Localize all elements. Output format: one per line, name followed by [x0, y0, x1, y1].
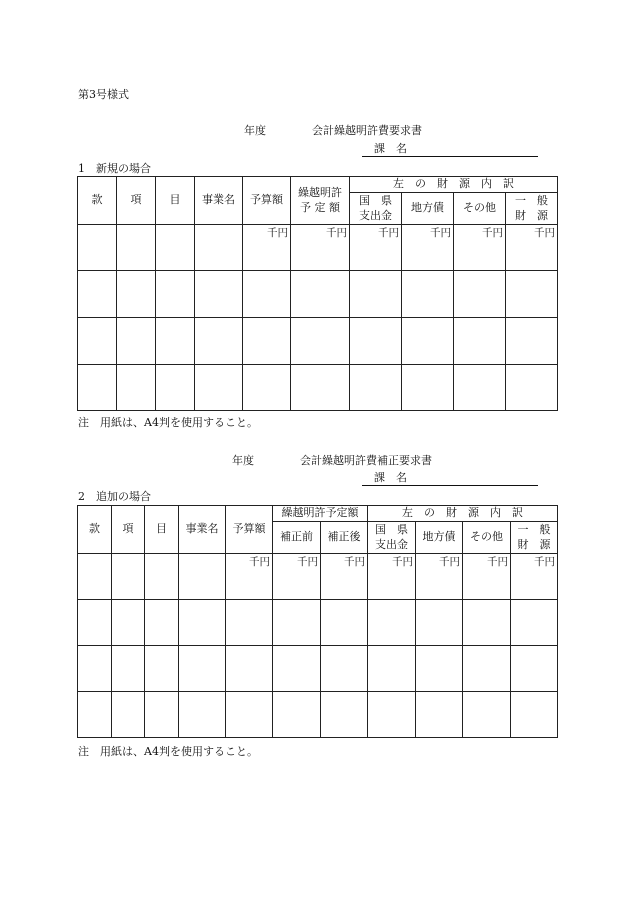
header-funding-breakdown: 左 の 財 源 内 訳	[350, 177, 558, 193]
form1-year-label: 年度	[244, 124, 266, 137]
header-carryover: 繰越明許予定額	[273, 506, 368, 522]
header-general-funds-line1: 一 般	[517, 522, 551, 536]
form1-table	[77, 176, 558, 411]
header-other: その他	[454, 193, 506, 225]
header-after-revision: 補正後	[321, 522, 368, 554]
header-moku: 目	[156, 177, 195, 225]
header-kan: 款	[78, 177, 117, 225]
header-before-revision: 補正前	[273, 522, 321, 554]
table-row	[78, 318, 558, 365]
header-general-funds-line1: 一 般	[515, 193, 548, 207]
unit-label: 千円	[463, 554, 511, 600]
header-kan: 款	[78, 506, 112, 554]
header-local-bond: 地方債	[416, 522, 463, 554]
form1-dept-label: 課 名	[362, 140, 538, 157]
header-national-pref	[368, 522, 416, 554]
unit-label: 千円	[511, 554, 558, 600]
form2-note: 注 用紙は、A4判を使用すること。	[78, 745, 258, 758]
unit-label: 千円	[506, 225, 558, 271]
table-row	[78, 271, 558, 318]
header-project-name: 事業名	[179, 506, 226, 554]
header-general-funds	[511, 522, 558, 554]
table-row	[78, 554, 558, 600]
header-carryover-line1: 繰越明許	[298, 185, 342, 199]
header-general-funds-line2: 財 源	[515, 208, 548, 222]
form2-section-label: 2 追加の場合	[78, 490, 151, 503]
form2-dept-label: 課 名	[362, 469, 538, 486]
form1-section-label: 1 新規の場合	[78, 162, 151, 175]
table-row	[78, 692, 558, 738]
header-national-pref-line1: 国 県	[375, 522, 408, 536]
form1-title: 会計繰越明許費要求書	[312, 124, 422, 137]
unit-label: 千円	[416, 554, 463, 600]
header-funding-breakdown: 左 の 財 源 内 訳	[368, 506, 558, 522]
unit-label: 千円	[321, 554, 368, 600]
header-budget: 予算額	[243, 177, 291, 225]
header-carryover	[291, 177, 350, 225]
header-general-funds-line2: 財 源	[517, 537, 551, 551]
unit-label: 千円	[368, 554, 416, 600]
unit-label: 千円	[273, 554, 321, 600]
unit-label: 千円	[454, 225, 506, 271]
form1-dept	[362, 140, 538, 157]
header-national-pref	[350, 193, 402, 225]
unit-label: 千円	[350, 225, 402, 271]
unit-label: 千円	[226, 554, 273, 600]
form1-note: 注 用紙は、A4判を使用すること。	[78, 416, 258, 429]
header-general-funds	[506, 193, 558, 225]
unit-label: 千円	[243, 225, 291, 271]
form2-title: 会計繰越明許費補正要求書	[300, 454, 432, 467]
unit-label: 千円	[291, 225, 350, 271]
header-kou: 項	[112, 506, 145, 554]
table-row	[78, 600, 558, 646]
header-other: その他	[463, 522, 511, 554]
header-project-name: 事業名	[195, 177, 243, 225]
table-row	[78, 365, 558, 411]
header-national-pref-line2: 支出金	[359, 208, 392, 222]
form2-year-label: 年度	[232, 454, 254, 467]
form2-table	[77, 505, 558, 738]
unit-label: 千円	[402, 225, 454, 271]
header-kou: 項	[117, 177, 156, 225]
header-national-pref-line1: 国 県	[359, 193, 392, 207]
form-number: 第3号様式	[78, 88, 129, 101]
form2-dept	[362, 469, 538, 486]
header-national-pref-line2: 支出金	[375, 537, 408, 551]
header-moku: 目	[145, 506, 179, 554]
table-row	[78, 646, 558, 692]
header-carryover-line2: 予 定 額	[300, 200, 340, 214]
header-budget: 予算額	[226, 506, 273, 554]
table-row	[78, 225, 558, 271]
header-local-bond: 地方債	[402, 193, 454, 225]
